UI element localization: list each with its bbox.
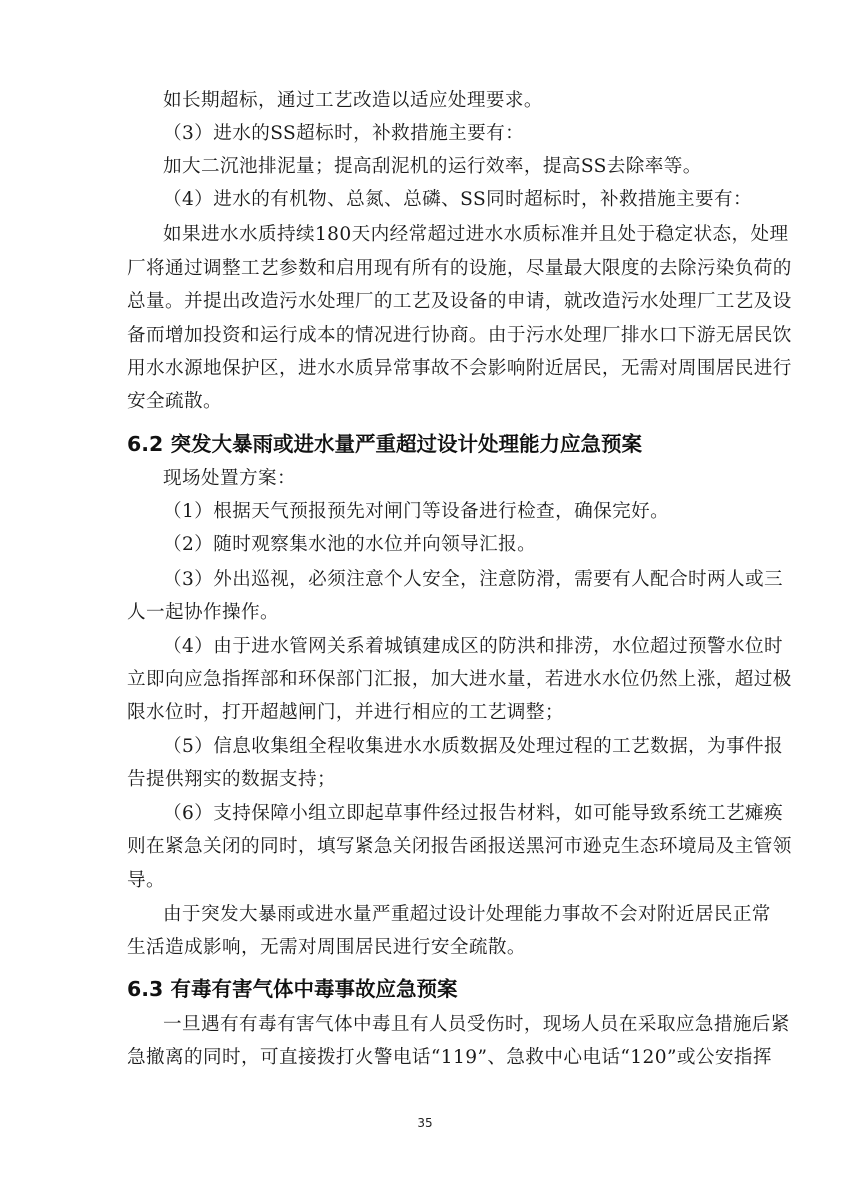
paragraph-line: （3）外出巡视，必须注意个人安全，注意防滑，需要有人配合时两人或三 bbox=[163, 569, 784, 590]
paragraph-line: 用水水源地保护区，进水水质异常事故不会影响附近居民，无需对周围居民进行 bbox=[127, 358, 792, 379]
paragraph-line: 告提供翔实的数据支持； bbox=[127, 769, 336, 790]
paragraph-line: 厂将通过调整工艺参数和启用现有所有的设施，尽量最大限度的去除污染负荷的 bbox=[127, 258, 792, 279]
paragraph-line: 安全疏散。 bbox=[127, 391, 222, 412]
paragraph-line: 立即向应急指挥部和环保部门汇报，加大进水量，若进水水位仍然上涨，超过极 bbox=[127, 669, 792, 690]
paragraph-line: （4）由于进水管网关系着城镇建成区的防洪和排涝，水位超过预警水位时 bbox=[163, 636, 784, 657]
page-number: 35 bbox=[417, 1116, 433, 1130]
paragraph-line: 加大二沉池排泥量；提高刮泥机的运行效率，提高SS去除率等。 bbox=[163, 156, 702, 177]
paragraph-line: （2）随时观察集水池的水位并向领导汇报。 bbox=[163, 534, 537, 555]
section-heading-6-3: 6.3 有毒有害气体中毒事故应急预案 bbox=[127, 977, 458, 1001]
paragraph-line: （5）信息收集组全程收集进水水质数据及处理过程的工艺数据，为事件报 bbox=[163, 736, 784, 757]
paragraph-line: （4）进水的有机物、总氮、总磷、SS同时超标时，补救措施主要有： bbox=[163, 189, 752, 210]
paragraph-line: 生活造成影响，无需对周围居民进行安全疏散。 bbox=[127, 937, 526, 958]
paragraph-line: 总量。并提出改造污水处理厂的工艺及设备的申请，就改造污水处理厂工艺及设 bbox=[127, 291, 792, 312]
paragraph-line: 如长期超标，通过工艺改造以适应处理要求。 bbox=[163, 90, 543, 111]
paragraph-line: （3）进水的SS超标时，补救措施主要有： bbox=[163, 123, 525, 144]
paragraph-line: 急撤离的同时，可直接拨打火警电话“119”、急救中心电话“120”或公安指挥 bbox=[127, 1047, 772, 1068]
paragraph-line: （6）支持保障小组立即起草事件经过报告材料，如可能导致系统工艺瘫痪 bbox=[163, 803, 784, 824]
paragraph-line: 如果进水水质持续180天内经常超过进水水质标准并且处于稳定状态，处理 bbox=[163, 224, 789, 245]
paragraph-line: 限水位时，打开超越闸门，并进行相应的工艺调整； bbox=[127, 702, 564, 723]
paragraph-line: 一旦遇有有毒有害气体中毒且有人员受伤时，现场人员在采取应急措施后紧 bbox=[163, 1014, 790, 1035]
paragraph-line: 备而增加投资和运行成本的情况进行协商。由于污水处理厂排水口下游无居民饮 bbox=[127, 325, 792, 346]
paragraph-line: 导。 bbox=[127, 870, 165, 891]
paragraph-line: 现场处置方案： bbox=[163, 468, 296, 489]
section-heading-6-2: 6.2 突发大暴雨或进水量严重超过设计处理能力应急预案 bbox=[127, 432, 642, 456]
paragraph-line: （1）根据天气预报预先对闸门等设备进行检查，确保完好。 bbox=[163, 501, 670, 522]
paragraph-line: 则在紧急关闭的同时，填写紧急关闭报告函报送黑河市逊克生态环境局及主管领 bbox=[127, 836, 792, 857]
paragraph-line: 由于突发大暴雨或进水量严重超过设计处理能力事故不会对附近居民正常 bbox=[163, 904, 771, 925]
paragraph-line: 人一起协作操作。 bbox=[127, 602, 279, 623]
